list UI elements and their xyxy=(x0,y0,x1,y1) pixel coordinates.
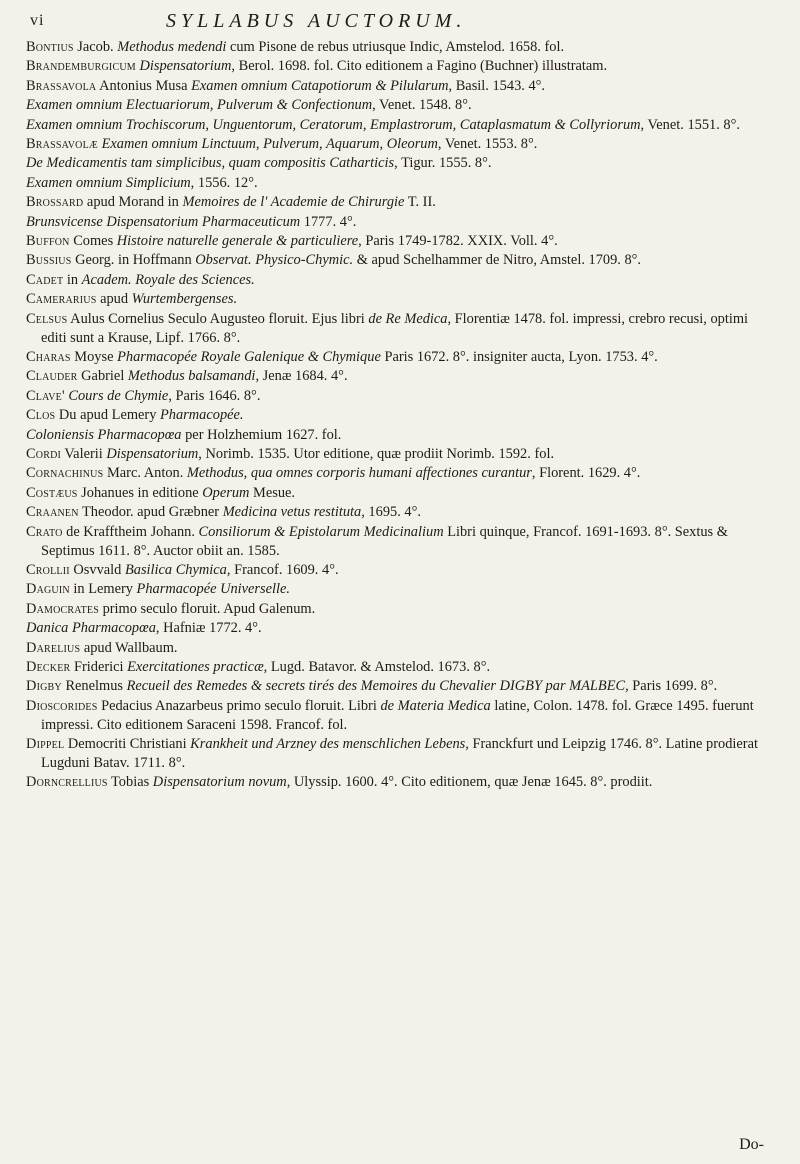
entry-headword: Clave' xyxy=(26,387,65,404)
entry-imprint: , Tigur. 1555. 8°. xyxy=(394,155,492,172)
entry-headword: Daguin xyxy=(26,581,70,598)
entry-text: apud xyxy=(96,291,132,308)
entry-headword: Camerarius xyxy=(26,291,97,308)
entry-headword: Charas xyxy=(26,349,71,365)
entry-imprint: & apud Schelhammer de Nitro, Amstel. 1709. 8°. xyxy=(353,252,642,269)
entry-title: Exercitationes practicæ xyxy=(127,659,264,675)
entry-imprint: , Florent. 1629. 4°. xyxy=(531,465,641,482)
bibliography-entry xyxy=(26,561,766,580)
entry-title: Histoire naturelle generale & particuliere xyxy=(116,233,359,250)
entry-headword: Brassavolæ xyxy=(26,136,98,153)
entry-text: Valerii xyxy=(61,446,107,463)
bibliography-entry xyxy=(26,290,766,309)
entry-title: Wurtembergenses. xyxy=(131,291,238,308)
bibliography-entry xyxy=(26,677,766,696)
entry-title: Basilica Chymica xyxy=(124,561,227,578)
entry-headword: Cordi xyxy=(26,446,62,463)
bibliography-entry xyxy=(26,580,766,599)
entry-text: apud Wallbaum. xyxy=(80,639,178,656)
entry-text: Georg. in Hoffmann xyxy=(71,252,196,269)
bibliography-entry xyxy=(26,38,766,57)
entry-title: De Medicamentis tam simplicibus, quam compositis Catharticis xyxy=(26,155,395,172)
bibliography-entry xyxy=(26,464,766,483)
bibliography-entry xyxy=(26,96,766,115)
entry-title: Dispensatorium xyxy=(106,446,199,463)
entry-text: Tobias xyxy=(107,774,153,791)
entry-title: Examen omnium Catapotiorum & Pilularum xyxy=(191,77,449,94)
bibliography-entry xyxy=(26,619,766,638)
bibliography-entry xyxy=(26,310,766,348)
entry-headword: Damocrates xyxy=(26,600,99,617)
bibliography-entry xyxy=(26,367,766,386)
bibliography-entry xyxy=(26,154,766,173)
entry-title: Dispensatorium novum xyxy=(152,774,287,791)
entry-imprint: 1777. 4°. xyxy=(300,213,357,230)
entry-headword: Dippel xyxy=(26,736,65,753)
bibliography-entry xyxy=(26,174,766,193)
entry-title: de Re Medica xyxy=(368,310,448,327)
entry-headword: Crato xyxy=(26,523,63,540)
entry-title: Brunsvicense Dispensatorium Pharmaceuticum xyxy=(26,213,301,230)
bibliography-entry xyxy=(26,251,766,270)
bibliography-list xyxy=(26,38,766,792)
bibliography-entry xyxy=(26,484,766,503)
entry-imprint: Paris 1672. 8°. insigniter aucta, Lyon. 1753. 4°. xyxy=(380,349,658,365)
entry-imprint: , Venet. 1551. 8°. xyxy=(640,116,740,133)
bibliography-entry xyxy=(26,232,766,251)
entry-title: Examen omnium Electuariorum, Pulverum & Confectionum xyxy=(26,97,373,114)
entry-text: Pedacius Anazarbeus primo seculo floruit. Libri xyxy=(97,697,381,714)
entry-imprint: , Florentiæ 1478. fol. impressi, crebro recusi, optimi editi sunt a Krause, Lipf. 1766. 8°. xyxy=(41,310,749,346)
page-number: vi xyxy=(30,12,45,29)
entry-imprint: , Francof. 1609. 4°. xyxy=(226,561,339,578)
entry-headword: Dioscorides xyxy=(26,697,98,714)
entry-imprint: , Ulyssip. 1600. 4°. Cito editionem, quæ Jenæ 1645. 8°. prodiit. xyxy=(286,774,653,791)
entry-title: de Materia Medica xyxy=(380,697,491,714)
entry-headword: Crollii xyxy=(26,561,70,578)
entry-text: Comes xyxy=(69,233,117,250)
entry-text: primo seculo floruit. Apud Galenum. xyxy=(98,600,316,617)
entry-text: in Lemery xyxy=(69,581,137,598)
entry-imprint: , Venet. 1548. 8°. xyxy=(372,97,472,114)
entry-headword: Darelius xyxy=(26,639,81,656)
catchword: Do- xyxy=(739,1136,764,1153)
entry-imprint: cum Pisone de rebus utriusque Indic, Amstelod. 1658. fol. xyxy=(226,39,565,55)
bibliography-entry xyxy=(26,77,766,96)
entry-imprint: , Paris 1699. 8°. xyxy=(625,678,718,695)
entry-title: Examen omnium Simplicium xyxy=(26,174,191,191)
bibliography-entry xyxy=(26,135,766,154)
entry-headword: Cadet xyxy=(26,271,64,288)
entry-text: apud Morand in xyxy=(83,194,183,211)
entry-text: Du apud Lemery xyxy=(55,407,160,424)
entry-title: Dispensatorium xyxy=(139,58,232,75)
entry-headword: Clos xyxy=(26,407,56,424)
entry-text: in xyxy=(63,271,82,288)
entry-title: Observat. Physico-Chymic. xyxy=(195,252,354,269)
entry-imprint: , 1695. 4°. xyxy=(361,504,421,521)
bibliography-entry xyxy=(26,735,766,773)
bibliography-entry xyxy=(26,503,766,522)
entry-text: Renelmus xyxy=(61,678,127,695)
entry-title: Medicina vetus restituta xyxy=(222,504,362,521)
entry-imprint: , Paris 1646. 8°. xyxy=(168,387,261,404)
entry-imprint: , 1556. 12°. xyxy=(190,174,258,191)
bibliography-entry xyxy=(26,600,766,619)
entry-title: Academ. Royale des Sciences. xyxy=(81,271,255,288)
entry-headword: Digby xyxy=(26,678,62,695)
entry-title: Cours de Chymie xyxy=(68,387,169,404)
entry-title: Memoires de l' Academie de Chirurgie xyxy=(182,194,405,211)
entry-text: Aulus Cornelius Seculo Augusteo floruit. Ejus libri xyxy=(67,310,369,327)
entry-title: Operum xyxy=(202,484,250,501)
bibliography-entry xyxy=(26,213,766,232)
bibliography-entry xyxy=(26,406,766,425)
bibliography-entry xyxy=(26,348,766,367)
bibliography-entry xyxy=(26,523,766,561)
entry-imprint: latine, Colon. 1478. fol. Græce 1495. fuerunt impressi. Cito editionem Saraceni 1598. Francof. fol. xyxy=(41,697,754,733)
entry-title: Methodus medendi xyxy=(117,39,227,55)
entry-imprint: , Berol. 1698. fol. Cito editionem a Fagino (Buchner) illustratam. xyxy=(231,58,608,75)
entry-title: Pharmacopée Royale Galenique & Chymique xyxy=(117,349,381,365)
entry-headword: Dorncrellius xyxy=(26,774,108,791)
entry-imprint: , Hafniæ 1772. 4°. xyxy=(155,620,262,637)
running-header xyxy=(26,10,766,34)
entry-imprint: , Basil. 1543. 4°. xyxy=(448,77,546,94)
entry-text: Osvvald xyxy=(69,561,125,578)
running-title: SYLLABUS AUCTORUM. xyxy=(166,10,467,32)
entry-title: Consiliorum & Epistolarum Medicinalium xyxy=(198,523,444,540)
entry-title: Recueil des Remedes & secrets tirés des Memoires du Chevalier DIGBY par MALBEC xyxy=(126,678,626,695)
entry-imprint: , Venet. 1553. 8°. xyxy=(437,136,538,153)
entry-text: Friderici xyxy=(70,659,128,675)
entry-text: Moyse xyxy=(70,349,118,365)
bibliography-entry xyxy=(26,426,766,445)
entry-headword: Craanen xyxy=(26,504,79,521)
entry-text: Antonius Musa xyxy=(96,77,192,94)
entry-text: de Krafftheim Johann. xyxy=(62,523,199,540)
entry-headword: Brassavola xyxy=(26,77,97,94)
entry-imprint: , Paris 1749-1782. XXIX. Voll. 4°. xyxy=(358,233,558,250)
entry-headword: Bussius xyxy=(26,252,72,269)
entry-title: Examen omnium Linctuum, Pulverum, Aquarum, Oleorum xyxy=(101,136,438,153)
entry-text: Gabriel xyxy=(77,368,128,385)
entry-title: Pharmacopée Universelle. xyxy=(136,581,290,598)
entry-text: Democriti Christiani xyxy=(64,736,191,753)
entry-title: Danica Pharmacopœa xyxy=(26,620,156,637)
bibliography-entry xyxy=(26,116,766,135)
entry-headword: Brossard xyxy=(26,194,84,211)
entry-imprint: , Jenæ 1684. 4°. xyxy=(255,368,348,385)
entry-headword: Buffon xyxy=(26,233,70,250)
bibliography-entry xyxy=(26,193,766,212)
bibliography-entry xyxy=(26,773,766,792)
entry-imprint: , Norimb. 1535. Utor editione, quæ prodiit Norimb. 1592. fol. xyxy=(198,446,555,463)
entry-imprint: , Franckfurt und Leipzig 1746. 8°. Latine prodierat Lugduni Batav. 1711. 8°. xyxy=(41,736,758,772)
entry-title: Coloniensis Pharmacopœa xyxy=(26,426,182,443)
entry-text: Johanues in editione xyxy=(77,484,203,501)
bibliography-entry xyxy=(26,271,766,290)
entry-title: Methodus, qua omnes corporis humani affectiones curantur xyxy=(186,465,532,482)
entry-imprint: , Lugd. Batavor. & Amstelod. 1673. 8°. xyxy=(263,659,491,675)
entry-headword: Cornachinus xyxy=(26,465,104,482)
entry-imprint: Libri quinque, Francof. 1691-1693. 8°. Sextus & Septimus 1611. 8°. Auctor obiit an. 1585. xyxy=(41,523,728,559)
entry-text: Jacob. xyxy=(73,39,118,55)
bibliography-entry xyxy=(26,639,766,658)
entry-title: Methodus balsamandi xyxy=(127,368,256,385)
entry-imprint: Mesue. xyxy=(249,484,296,501)
entry-headword: Clauder xyxy=(26,368,78,385)
entry-title: Krankheit und Arzney des menschlichen Lebens xyxy=(190,736,466,753)
entry-headword: Decker xyxy=(26,659,71,675)
entry-text: Theodor. apud Græbner xyxy=(78,504,223,521)
entry-title: Examen omnium Trochiscorum, Unguentorum, Ceratorum, Emplastrorum, Cataplasmatum & Collyriorum xyxy=(26,116,641,133)
entry-imprint: T. II. xyxy=(404,194,436,211)
entry-text: Marc. Anton. xyxy=(103,465,187,482)
entry-headword: Celsus xyxy=(26,310,68,327)
entry-headword: Brandemburgicum xyxy=(26,58,136,75)
bibliography-entry xyxy=(26,57,766,76)
bibliography-entry xyxy=(26,697,766,735)
entry-headword: Costæus xyxy=(26,484,78,501)
bibliography-entry xyxy=(26,658,766,677)
entry-imprint: per Holzhemium 1627. fol. xyxy=(181,426,342,443)
bibliography-entry xyxy=(26,387,766,406)
entry-headword: Bontius xyxy=(26,39,74,55)
entry-title: Pharmacopée. xyxy=(160,407,244,424)
bibliography-entry xyxy=(26,445,766,464)
